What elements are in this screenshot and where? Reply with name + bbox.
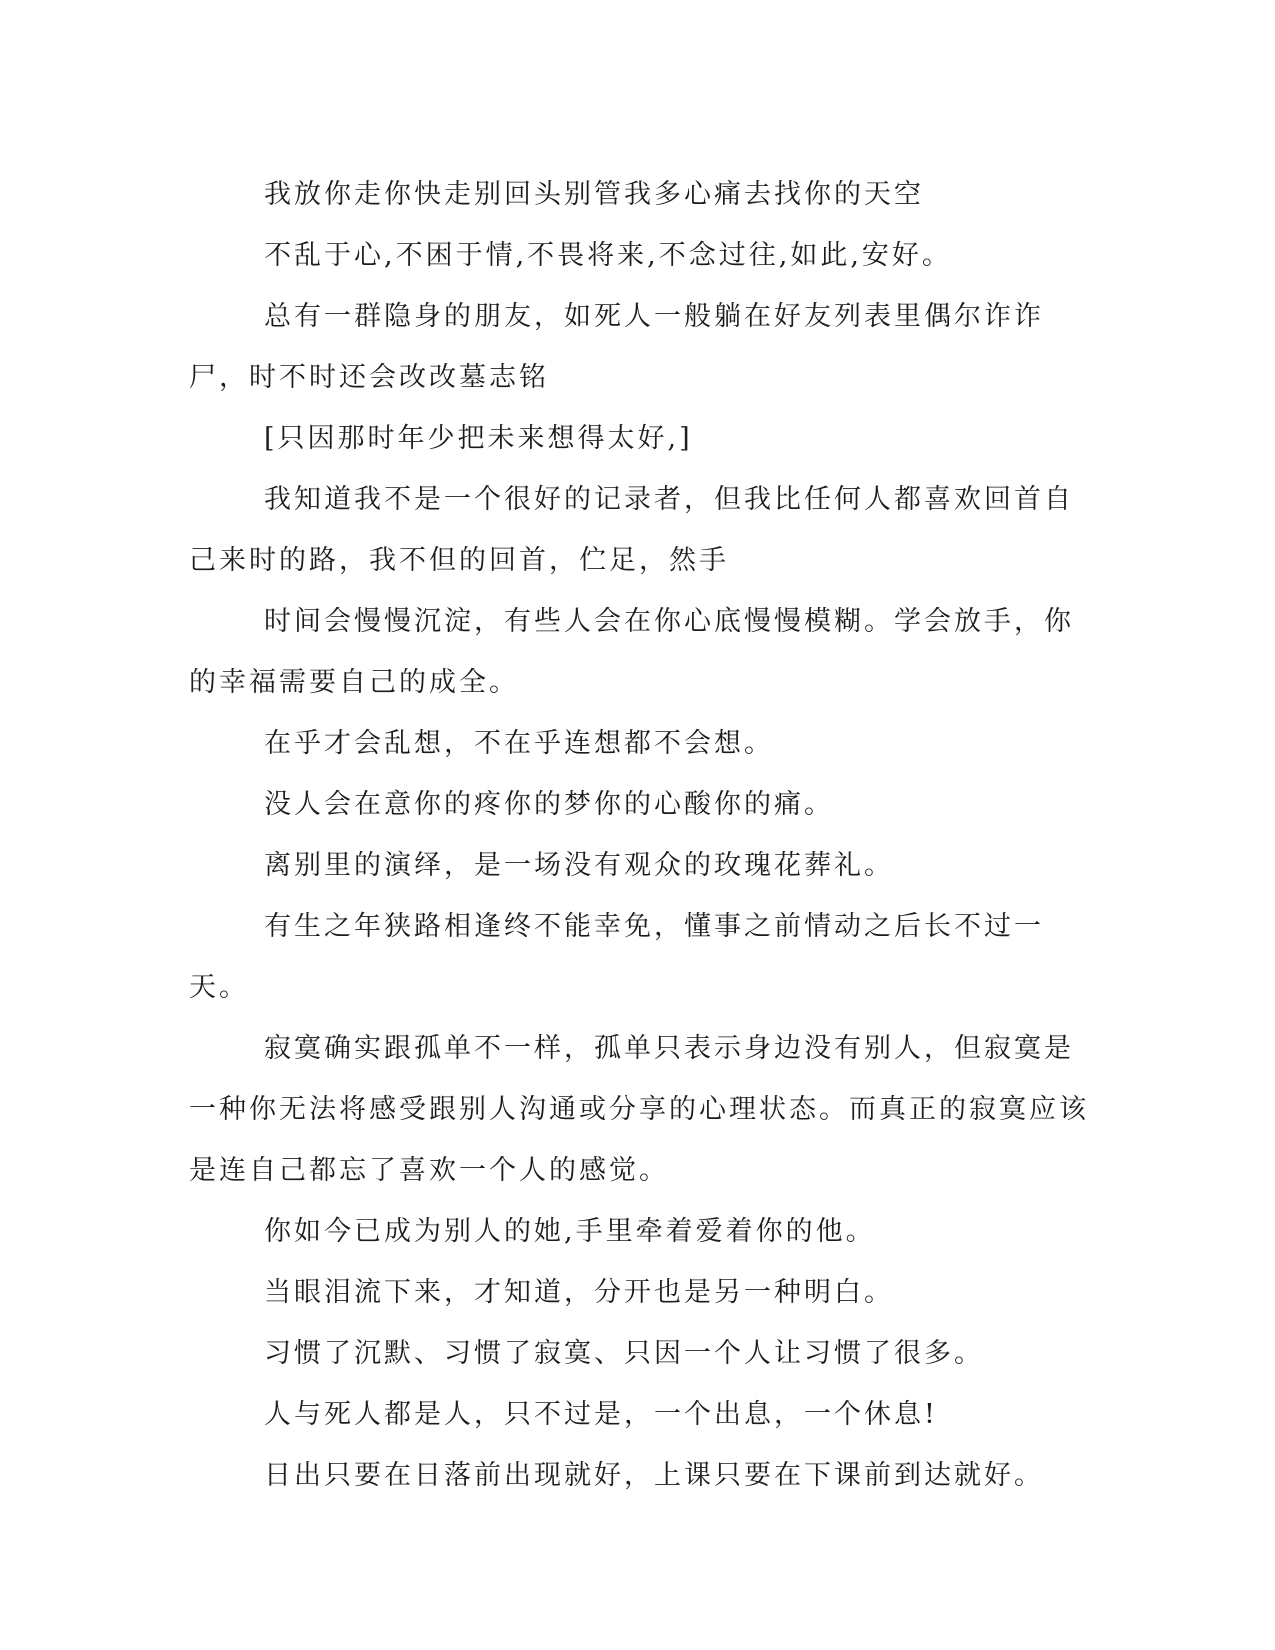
paragraph: 人与死人都是人，只不过是，一个出息，一个休息! (264, 1399, 938, 1430)
paragraph: 时间会慢慢沉淀，有些人会在你心底慢慢模糊。学会放手，你的幸福需要自己的成全。 (189, 606, 1074, 698)
paragraph: 当眼泪流下来，才知道，分开也是另一种明白。 (264, 1277, 894, 1308)
paragraph: 我放你走你快走别回头别管我多心痛去找你的天空 (264, 179, 924, 210)
paragraph: 日出只要在日落前出现就好，上课只要在下课前到达就好。 (264, 1460, 1044, 1491)
paragraph: 离别里的演绎，是一场没有观众的玫瑰花葬礼。 (264, 850, 894, 881)
document-body (189, 164, 1089, 1506)
paragraph: 你如今已成为别人的她,手里牵着爱着你的他。 (264, 1216, 876, 1247)
paragraph: 总有一群隐身的朋友，如死人一般躺在好友列表里偶尔诈诈尸，时不时还会改改墓志铭 (189, 301, 1044, 393)
paragraph: 有生之年狭路相逢终不能幸免，懂事之前情动之后长不过一天。 (189, 911, 1044, 1003)
paragraph: 没人会在意你的疼你的梦你的心酸你的痛。 (264, 789, 834, 820)
paragraph: 寂寞确实跟孤单不一样，孤单只表示身边没有别人，但寂寞是一种你无法将感受跟别人沟通或分享的心理状态。而真正的寂寞应该是连自己都忘了喜欢一个人的感觉。 (189, 1033, 1089, 1186)
paragraph: 不乱于心,不困于情,不畏将来,不念过往,如此,安好。 (264, 240, 952, 271)
paragraph: 我知道我不是一个很好的记录者，但我比任何人都喜欢回首自己来时的路，我不但的回首，伫足，然手 (189, 484, 1074, 576)
paragraph: 在乎才会乱想，不在乎连想都不会想。 (264, 728, 774, 759)
paragraph: 习惯了沉默、习惯了寂寞、只因一个人让习惯了很多。 (264, 1338, 984, 1369)
paragraph: [只因那时年少把未来想得太好,] (264, 423, 693, 454)
